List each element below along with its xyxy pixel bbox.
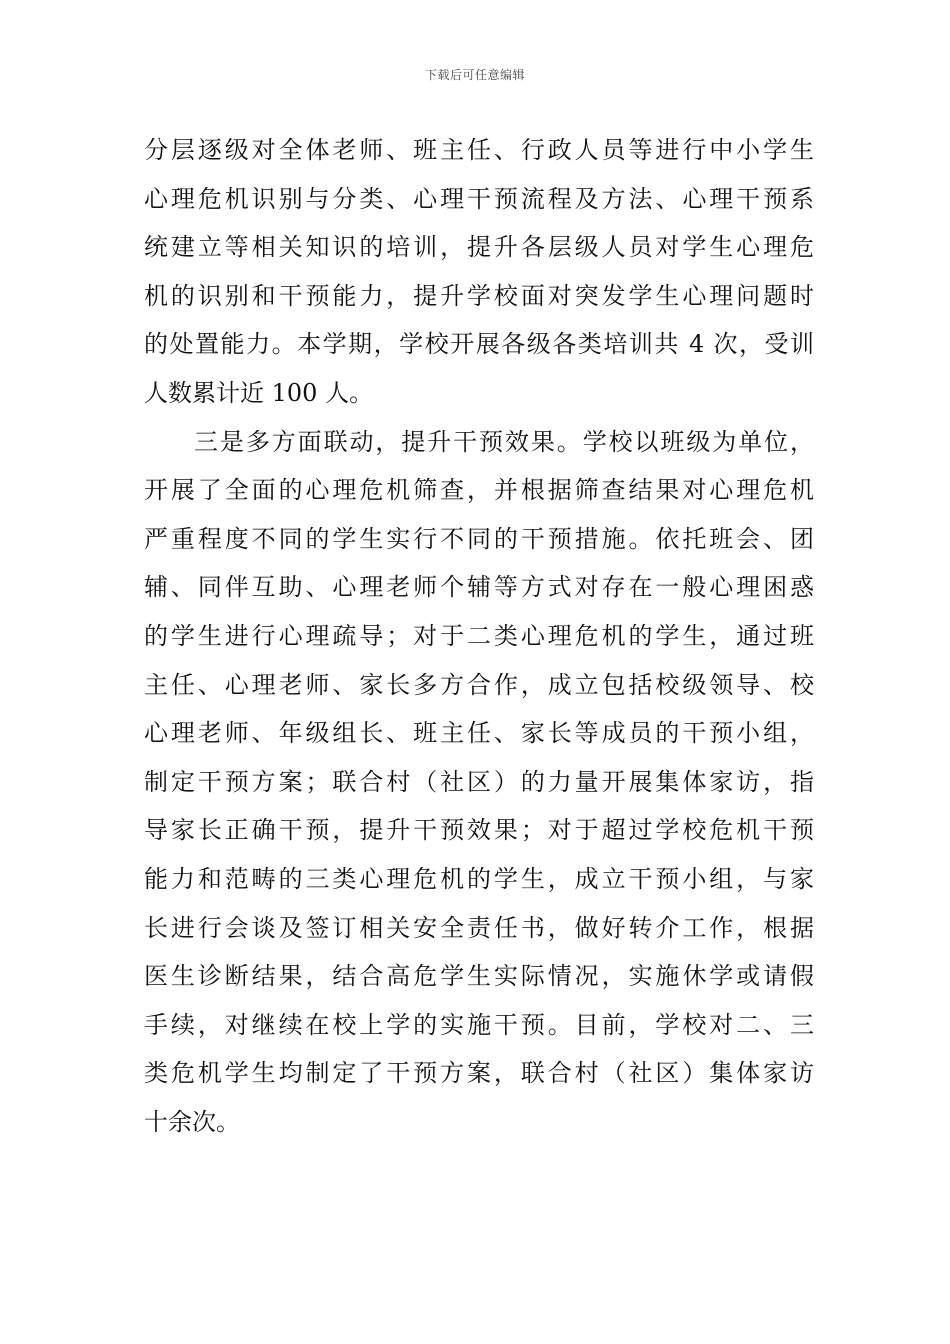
text-line: 分层逐级对全体老师、班主任、行政人员等进行中小学生 — [144, 136, 814, 164]
text-line: 心理危机识别与分类、心理干预流程及方法、心理干预系 — [144, 184, 814, 213]
text-line: 机的识别和干预能力，提升学校面对突发学生心理问题时 — [144, 281, 814, 310]
text-line: 十余次。 — [144, 1107, 240, 1136]
text-line: 能力和范畴的三类心理危机的学生，成立干预小组，与家 — [144, 864, 814, 893]
text-line: 统建立等相关知识的培训，提升各层级人员对学生心理危 — [144, 233, 814, 262]
text-line: 制定干预方案；联合村（社区）的力量开展集体家访，指 — [144, 767, 814, 796]
text-line: 长进行会谈及签订相关安全责任书，做好转介工作，根据 — [144, 913, 814, 942]
text-line: 的处置能力。本学期，学校开展各级各类培训共 4 次，受训 — [144, 330, 814, 359]
text-line: 开展了全面的心理危机筛查，并根据筛查结果对心理危机 — [144, 476, 814, 505]
text-line: 的学生进行心理疏导；对于二类心理危机的学生，通过班 — [144, 621, 814, 650]
text-line: 手续，对继续在校上学的实施干预。目前，学校对二、三 — [144, 1010, 814, 1039]
text-line: 严重程度不同的学生实行不同的干预措施。依托班会、团 — [144, 524, 814, 553]
page-header: 下载后可任意编辑 — [424, 68, 525, 82]
text-line: 辅、同伴互助、心理老师个辅等方式对存在一般心理困惑 — [144, 573, 814, 602]
text-line: 导家长正确干预，提升干预效果；对于超过学校危机干预 — [144, 816, 814, 845]
body-text — [144, 126, 814, 1146]
text-line: 人数累计近 100 人。 — [144, 378, 374, 407]
text-line: 心理老师、年级组长、班主任、家长等成员的干预小组， — [144, 719, 814, 748]
text-line: 类危机学生均制定了干预方案，联合村（社区）集体家访 — [144, 1059, 814, 1088]
text-line: 主任、心理老师、家长多方合作，成立包括校级领导、校 — [144, 670, 814, 699]
text-line: 三是多方面联动，提升干预效果。学校以班级为单位， — [194, 427, 814, 456]
text-line: 医生诊断结果，结合高危学生实际情况，实施休学或请假 — [144, 962, 814, 991]
